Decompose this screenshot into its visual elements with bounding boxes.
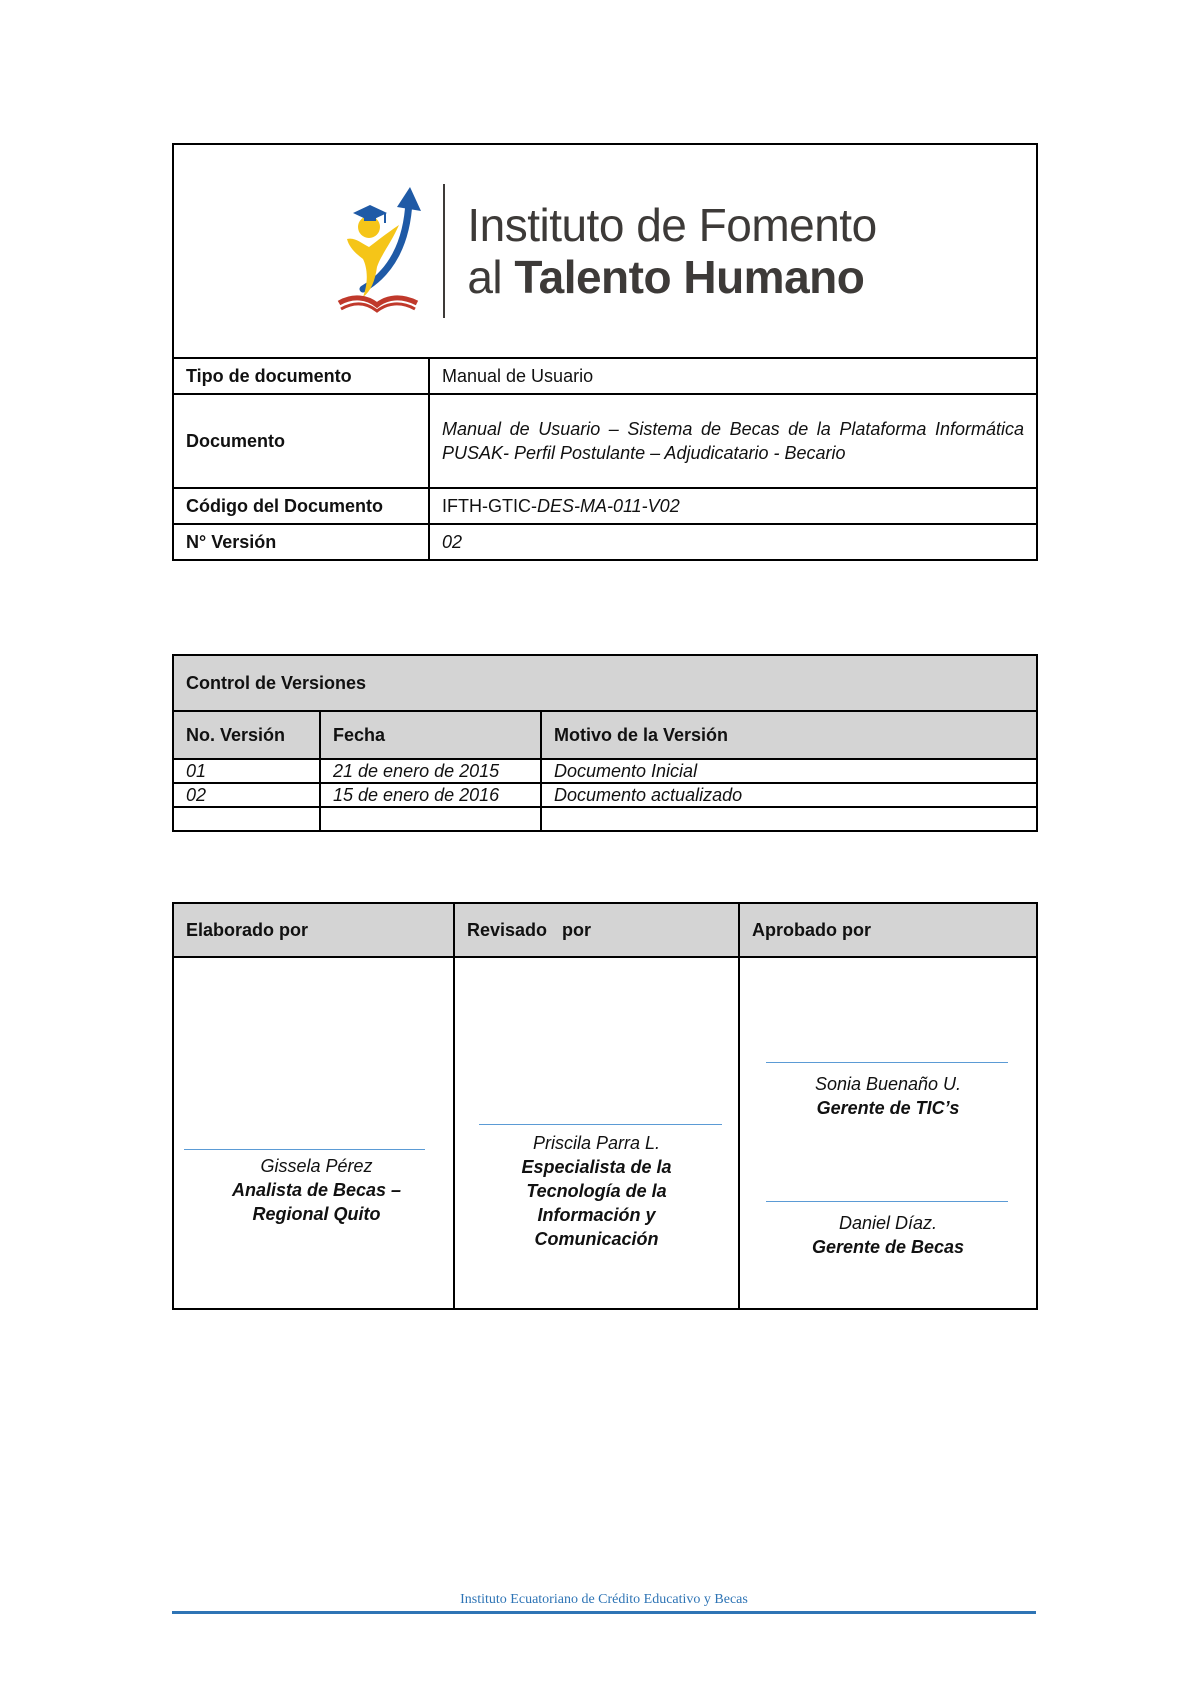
institution-logo — [174, 145, 1036, 357]
elaborado-signature-block — [174, 1154, 453, 1226]
revisado-role-1: Especialista de la — [521, 1157, 672, 1177]
logo-divider — [443, 184, 445, 318]
aprobado-1-role: Gerente de TIC’s — [816, 1098, 960, 1118]
cell-version — [173, 807, 320, 831]
aprobado-2-role: Gerente de Becas — [811, 1237, 965, 1257]
revisado-role-2: Tecnología de la — [526, 1181, 667, 1201]
cell-version: 01 — [173, 759, 320, 783]
logo-cell — [173, 144, 1037, 358]
header-aprobado: Aprobado por — [739, 903, 1037, 957]
table-row — [173, 807, 1037, 831]
signature-line — [766, 1062, 1008, 1063]
doc-name-label: Documento — [173, 394, 429, 488]
elaborado-role-2: Regional Quito — [252, 1204, 381, 1224]
elaborado-role-1: Analista de Becas – — [231, 1180, 402, 1200]
revisado-name: Priscila Parra L. — [532, 1133, 661, 1153]
cell-reason: Documento Inicial — [541, 759, 1037, 783]
version-label: N° Versión — [173, 524, 429, 560]
doc-type-label: Tipo de documento — [173, 358, 429, 394]
doc-code-label: Código del Documento — [173, 488, 429, 524]
logo-line-2-bold: Talento Humano — [514, 251, 865, 303]
elaborado-name: Gissela Pérez — [260, 1156, 373, 1176]
signature-line — [766, 1201, 1008, 1202]
cell-date: 21 de enero de 2015 — [320, 759, 541, 783]
table-row — [173, 783, 1037, 807]
aprobado-signature-block-1 — [740, 1072, 1036, 1120]
header-elaborado: Elaborado por — [173, 903, 454, 957]
logo-line-1: Instituto de Fomento — [467, 199, 877, 251]
doc-name-value: Manual de Usuario – Sistema de Becas de la Plataforma Informática PUSAK- Perfil Postulante – Adjudicatario - Becario — [429, 394, 1037, 488]
revisado-signature-cell — [454, 957, 739, 1309]
signature-line — [184, 1149, 425, 1150]
version-control-title: Control de Versiones — [173, 655, 1037, 711]
graduate-figure-icon — [333, 181, 429, 321]
doc-code-value — [429, 488, 1037, 524]
revisado-signature-block — [455, 1131, 738, 1251]
table-row — [173, 759, 1037, 783]
aprobado-signature-cell — [739, 957, 1037, 1309]
cell-version: 02 — [173, 783, 320, 807]
logo-line-2 — [467, 251, 876, 303]
header-reason: Motivo de la Versión — [541, 711, 1037, 759]
doc-type-value: Manual de Usuario — [429, 358, 1037, 394]
version-value: 02 — [429, 524, 1037, 560]
cell-reason: Documento actualizado — [541, 783, 1037, 807]
document-info-table — [172, 143, 1038, 561]
page-footer: Instituto Ecuatoriano de Crédito Educativo y Becas — [460, 1592, 748, 1607]
logo-wordmark — [467, 199, 877, 303]
header-revisado: Revisado por — [454, 903, 739, 957]
revisado-role-4: Comunicación — [534, 1229, 659, 1249]
aprobado-signature-block-2 — [740, 1211, 1036, 1259]
cell-date: 15 de enero de 2016 — [320, 783, 541, 807]
signature-table — [172, 902, 1038, 1310]
version-control-table — [172, 654, 1038, 832]
header-version-no: No. Versión — [173, 711, 320, 759]
cell-reason — [541, 807, 1037, 831]
logo-line-2-prefix: al — [467, 251, 503, 303]
revisado-role-3: Información y — [537, 1205, 656, 1225]
header-date: Fecha — [320, 711, 541, 759]
signature-line — [479, 1124, 722, 1125]
aprobado-2-name: Daniel Díaz. — [838, 1213, 938, 1233]
aprobado-1-name: Sonia Buenaño U. — [814, 1074, 962, 1094]
elaborado-signature-cell — [173, 957, 454, 1309]
cell-date — [320, 807, 541, 831]
footer-rule — [172, 1611, 1036, 1614]
doc-code-suffix: DES-MA-011-V02 — [536, 495, 680, 516]
doc-code-prefix: IFTH-GTIC- — [442, 495, 537, 516]
